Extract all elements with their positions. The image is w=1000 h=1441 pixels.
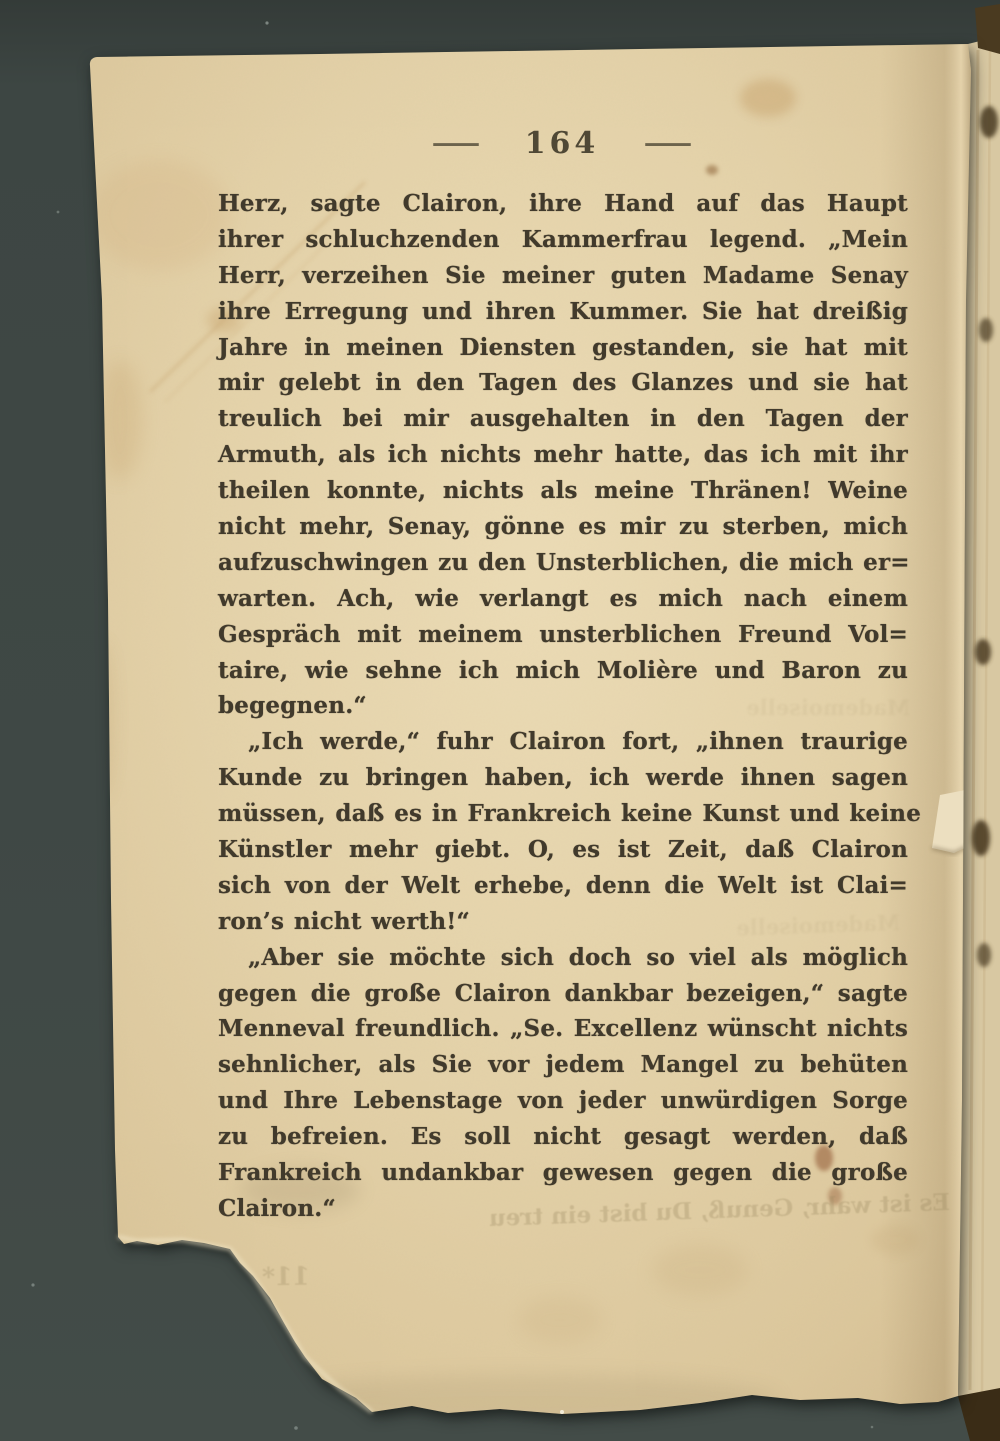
text-line: warten. Ach, wie verlangt es mich nach einem	[218, 584, 908, 612]
text-line: zu befreien. Es soll nicht gesagt werden, daß	[218, 1123, 908, 1151]
text-line: sehnlicher, als Sie vor jedem Mangel zu behüten	[218, 1051, 908, 1079]
text-line: gegen die große Clairon dankbar bezeigen,“ sagte	[218, 979, 908, 1007]
text-line: Frankreich undankbar gewesen gegen die große	[218, 1159, 908, 1187]
text-line: Künstler mehr giebt. O, es ist Zeit, daß Clairon	[218, 836, 908, 864]
text-line: theilen konnte, nichts als meine Thränen! Weine	[218, 477, 908, 505]
text-line: Kunde zu bringen haben, ich werde ihnen sagen	[218, 764, 908, 792]
text-line: ihre Erregung und ihren Kummer. Sie hat dreißig	[218, 297, 908, 325]
text-line: mir gelebt in den Tagen des Glanzes und sie hat	[218, 369, 908, 397]
text-line: Armuth, als ich nichts mehr hatte, das ich mit ihr	[218, 441, 908, 469]
text-line: Herz, sagte Clairon, ihre Hand auf das Haupt	[218, 190, 908, 217]
text-line: Jahre in meinen Diensten gestanden, sie hat mit	[218, 333, 908, 361]
text-line: Clairon.“	[218, 1194, 336, 1222]
text-line: treulich bei mir ausgehalten in den Tagen der	[218, 405, 908, 433]
text-line: sich von der Welt erhebe, denn die Welt ist Clai=	[218, 871, 908, 899]
text-line: „Ich werde,“ fuhr Clairon fort, „ihnen traurige	[248, 728, 908, 756]
body-text	[218, 186, 922, 1227]
text-line: begegnen.“	[218, 692, 367, 720]
text-line: Menneval freundlich. „Se. Excellenz wünscht nichts	[218, 1015, 908, 1043]
text-line: müssen, daß es in Frankreich keine Kunst und keine	[218, 800, 922, 828]
text-line: Herr, verzeihen Sie meiner guten Madame Senay	[218, 261, 908, 289]
show-through-text: Es ist wahr, Genuß, Du bist ein treu	[488, 1188, 951, 1233]
text-line: und Ihre Lebenstage von jeder unwürdigen Sorge	[218, 1087, 908, 1115]
text-line: nicht mehr, Senay, gönne es mir zu sterben, mich	[218, 513, 908, 541]
text-line: ihrer schluchzenden Kammerfrau legend. „Mein	[218, 225, 908, 253]
header-dash-left: —	[430, 129, 482, 157]
text-line: ron’s nicht werth!“	[218, 907, 470, 935]
page-header	[218, 122, 906, 164]
page-number: 164	[524, 125, 600, 161]
text-line: taire, wie sehne ich mich Molière und Baron zu	[218, 656, 908, 684]
text-line: aufzuschwingen zu den Unsterblichen, die mich er=	[218, 548, 910, 576]
show-through-signature: 11*	[261, 1261, 311, 1292]
text-line: Gespräch mit meinem unsterblichen Freund Vol=	[218, 620, 908, 648]
header-dash-right: —	[642, 129, 694, 157]
text-line: „Aber sie möchte sich doch so viel als möglich	[248, 943, 908, 971]
